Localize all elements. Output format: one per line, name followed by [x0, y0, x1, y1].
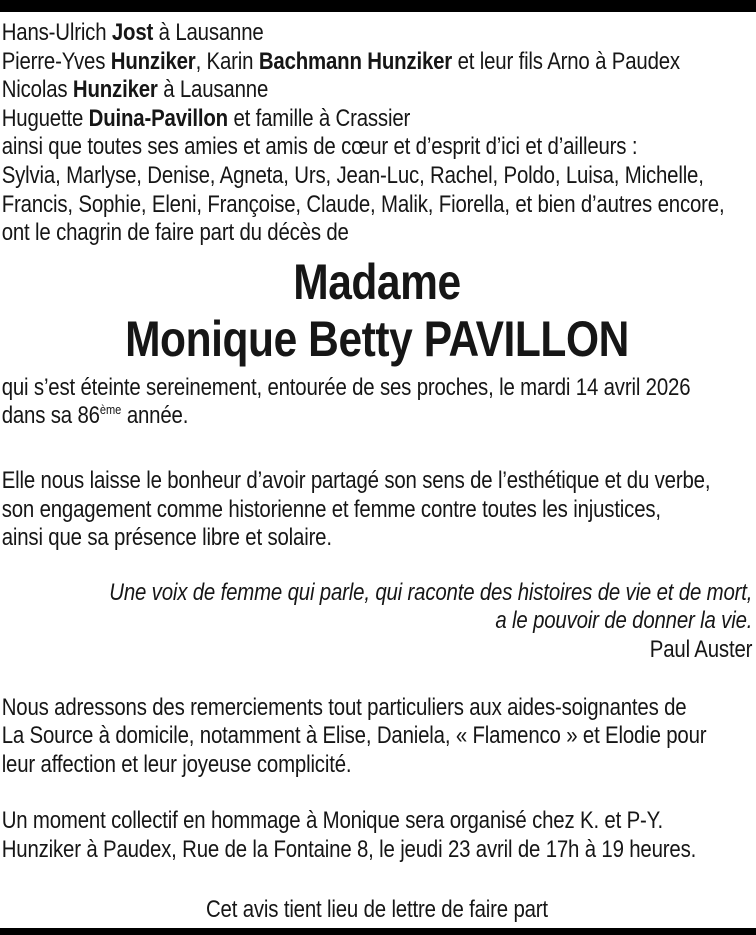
family-name: Jost [111, 19, 154, 46]
age-line [2, 402, 753, 434]
event-line: Un moment collectif en hommage à Monique sera organisé chez K. et P-Y. [1, 807, 663, 835]
intro-text: Nicolas [1, 76, 73, 104]
quote-attribution: Paul Auster [649, 635, 753, 663]
intro-line-announcement: ont le chagrin de faire part du décès de [1, 219, 349, 247]
tribute-paragraph [2, 467, 753, 553]
event-line: Hunziker à Paudex, Rue de la Fontaine 8, le jeudi 23 avril de 17h à 19 heures. [1, 835, 697, 863]
intro-text: Hans-Ulrich [1, 19, 112, 46]
age-text: dans sa 86 [1, 402, 100, 430]
age-text: année. [121, 402, 189, 430]
intro-line [2, 105, 753, 134]
thanks-line: Nous adressons des remerciements tout particuliers aux aides-soignantes de [1, 693, 687, 721]
quote-line: Une voix de femme qui parle, qui raconte des histoires de vie et de mort, [109, 578, 753, 606]
top-border-rule [0, 0, 756, 12]
intro-line [2, 19, 753, 48]
deceased-name: Monique Betty PAVILLON [125, 310, 629, 367]
family-name: Bachmann Hunziker [258, 47, 453, 75]
intro-line-friends: Sylvia, Marlyse, Denise, Agneta, Urs, Jean-Luc, Rachel, Poldo, Luisa, Michelle, [1, 161, 704, 189]
death-details-line: qui s’est éteinte sereinement, entourée de ses proches, le mardi 14 avril 2026 [1, 373, 691, 401]
intro-line: ainsi que toutes ses amies et amis de cœur et d’esprit d’ici et d’ailleurs : [1, 133, 638, 161]
intro-line-friends: Francis, Sophie, Eleni, Françoise, Claude, Malik, Fiorella, et bien d’autres encore, [1, 190, 725, 218]
intro-text: , Karin [195, 47, 259, 75]
intro-text: Pierre-Yves [1, 47, 111, 75]
intro-line [2, 48, 753, 77]
memorial-event-paragraph [2, 807, 753, 864]
memorial-quote [2, 579, 753, 665]
intro-text: à Lausanne [157, 76, 269, 104]
quote-line: a le pouvoir de donner la vie. [495, 607, 753, 635]
obituary-notice [0, 12, 756, 925]
family-name: Hunziker [72, 76, 158, 104]
intro-text: et famille à Crassier [227, 104, 411, 132]
tribute-line: Elle nous laisse le bonheur d’avoir partagé son sens de l’esthétique et du verbe, [1, 466, 711, 494]
tribute-line: son engagement comme historienne et femme contre toutes les injustices, [1, 495, 661, 523]
tribute-line: ainsi que sa présence libre et solaire. [1, 524, 332, 552]
intro-line [2, 76, 753, 105]
intro-text: à Lausanne [153, 19, 264, 46]
family-intro [2, 19, 753, 248]
footer-text: Cet avis tient lieu de lettre de faire part [205, 896, 548, 924]
notice-footer [2, 896, 753, 925]
family-name: Duina-Pavillon [88, 104, 228, 132]
intro-text: et leur fils Arno à Paudex [452, 47, 680, 75]
thanks-line: La Source à domicile, notamment à Elise, Daniela, « Flamenco » et Elodie pour [1, 722, 707, 750]
family-name: Hunziker [110, 47, 196, 75]
intro-text: Huguette [1, 104, 89, 132]
ordinal-superscript: ème [99, 402, 122, 418]
deceased-title [2, 254, 753, 368]
thanks-paragraph [2, 694, 753, 780]
death-details-paragraph [2, 374, 753, 434]
deceased-salutation: Madame [293, 253, 461, 310]
bottom-border-rule [0, 928, 756, 935]
thanks-line: leur affection et leur joyeuse complicité. [1, 750, 352, 778]
